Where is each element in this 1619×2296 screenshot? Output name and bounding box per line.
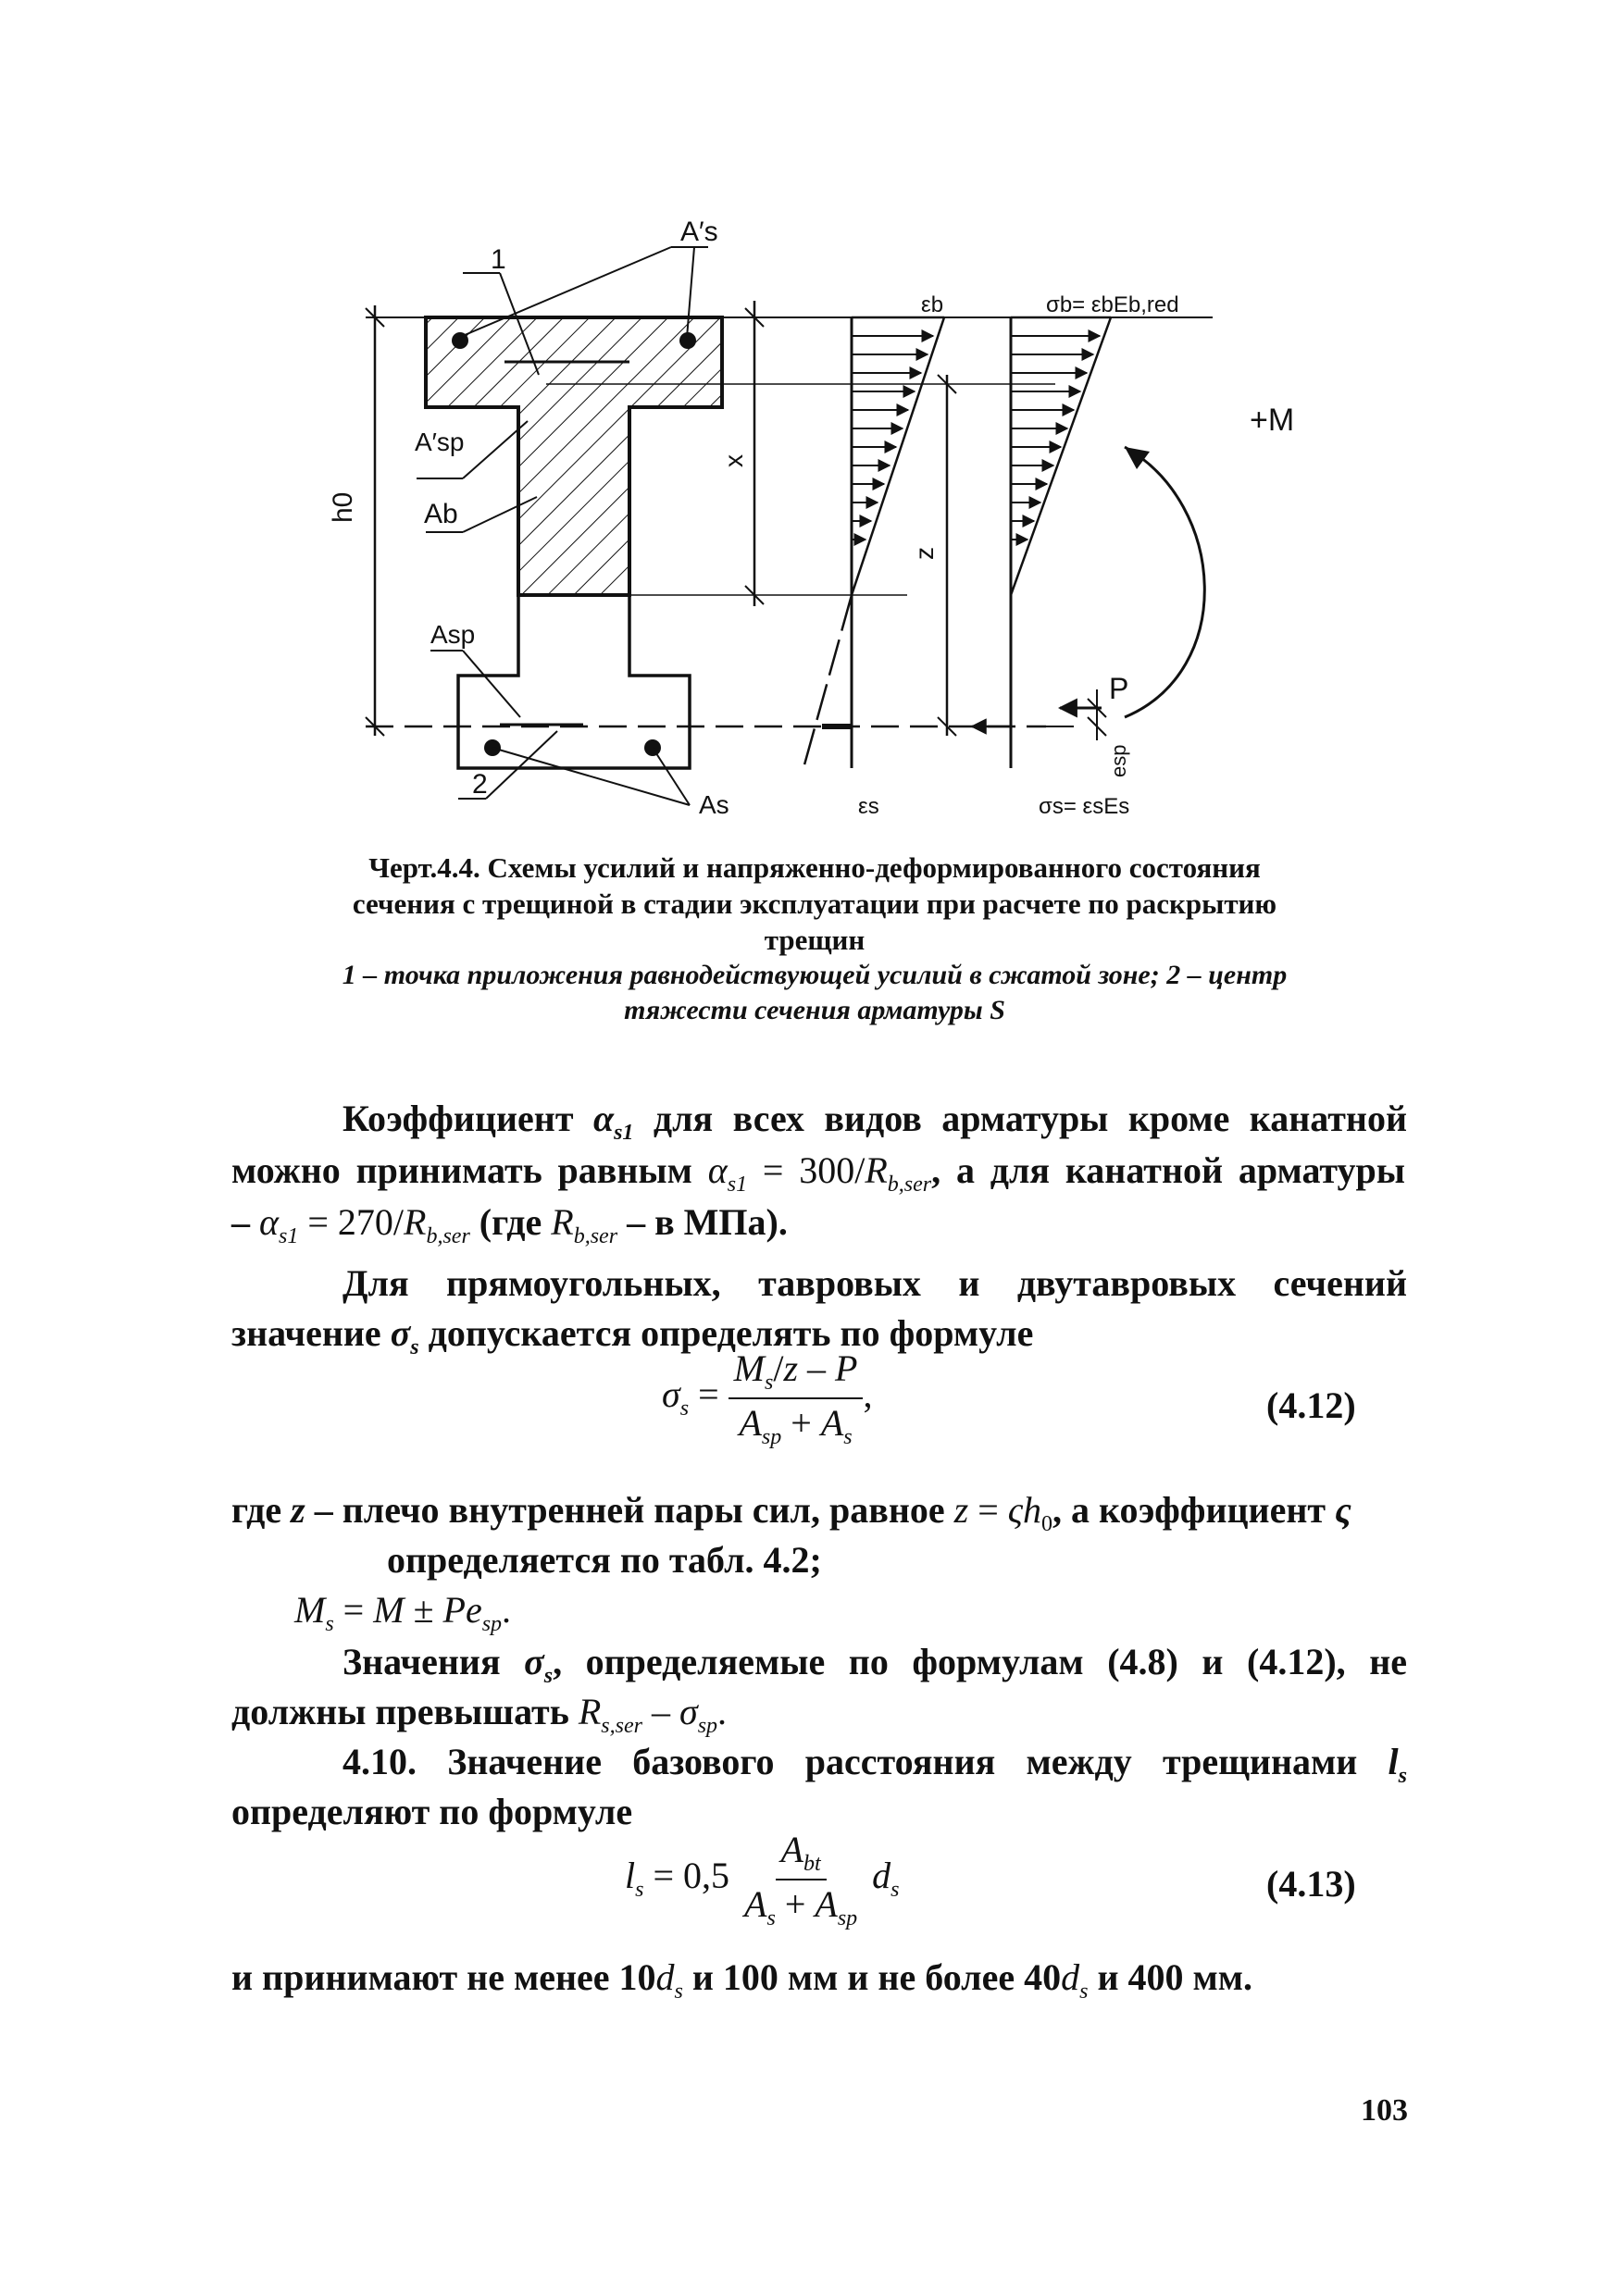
caption-title-line1: Черт.4.4. Схемы усилий и напряженно-деформированного состояния bbox=[368, 851, 1261, 884]
paragraph-rect bbox=[342, 1259, 1407, 1309]
formula-4-13: $l_s = 0,5$ $\frac{A_{bt}}{A_s + A_{sp}}$ $d_s$ bbox=[625, 1829, 900, 1930]
text-table-ref: определяется по табл. 4.2; bbox=[387, 1539, 822, 1581]
equation-number-4-13: (4.13) bbox=[1266, 1863, 1356, 1905]
label-a-sp: Asp bbox=[430, 620, 476, 649]
label-sigma-b: σb= εbEb,red bbox=[1046, 292, 1179, 317]
text-for-sections: Для прямоугольных, тавровых и двутавровых сечений bbox=[342, 1262, 1407, 1304]
label-plus-m: +M bbox=[1250, 403, 1295, 438]
text-can-take: можно принимать равным bbox=[231, 1149, 692, 1191]
label-eps-s: εs bbox=[858, 794, 879, 819]
paragraph-where-z: где z – плечо внутренней пары сил, равное $z = \varsigma h_0$, а коэффициент ς bbox=[231, 1489, 1351, 1536]
text-determined: определяют по формуле bbox=[231, 1791, 633, 1832]
paragraph-exceed: должны превышать $R_{s,ser} - \sigma_{sp}$. bbox=[231, 1691, 728, 1738]
formula-4-12: $\sigma_s$ = $\frac{M_s/z - P}{A_{sp} + A_s}$ , bbox=[662, 1347, 873, 1449]
text-mpa: – в МПа). bbox=[627, 1201, 788, 1243]
text-and-400: и 400 мм. bbox=[1097, 1956, 1253, 1998]
paragraph-coef-1: Коэффициент $\alpha_{s1}$ для всех видов арматуры кроме канатной bbox=[342, 1098, 1408, 1145]
paragraph-value: значение $\sigma_s$ допускается определять по формуле bbox=[231, 1312, 1034, 1359]
moment-arrow bbox=[1125, 447, 1204, 717]
label-z: z bbox=[910, 547, 939, 560]
paragraph-coef-3: – $\alpha_{s1} = 270/R_{b,ser}$ (где $R_{b,ser}$ – в МПа). bbox=[231, 1201, 788, 1248]
text-by-formulas: , определяемые по формулам (4.8) и (4.12), не bbox=[553, 1641, 1407, 1682]
text-and-100: и 100 мм и не более 40 bbox=[691, 1956, 1062, 1998]
figure-caption bbox=[222, 850, 1407, 1028]
text-where: (где bbox=[479, 1201, 542, 1243]
text-value: значение bbox=[231, 1312, 381, 1354]
text-and-coef: , а коэффициент bbox=[1052, 1489, 1326, 1531]
label-a-sp-prime: A′sp bbox=[415, 428, 465, 456]
text-coef: Коэффициент bbox=[342, 1098, 574, 1139]
label-x: x bbox=[719, 454, 748, 467]
compressed-zone-hatch bbox=[426, 317, 722, 595]
text-base-distance: 4.10. Значение базового расстояния между трещинами bbox=[342, 1741, 1358, 1782]
text-allowed: допускается определять по формуле bbox=[428, 1312, 1034, 1354]
label-a-b: Ab bbox=[424, 499, 458, 529]
label-point-1: 1 bbox=[491, 244, 506, 275]
text-for-all: для всех видов арматуры кроме канатной bbox=[653, 1098, 1408, 1139]
label-h0: h0 bbox=[328, 491, 358, 523]
paragraph-table-ref bbox=[387, 1535, 822, 1585]
caption-legend-line1: 1 – точка приложения равнодействующей усилий в сжатой зоне; 2 – центр bbox=[342, 960, 1288, 990]
label-p: P bbox=[1109, 672, 1129, 705]
page-number: 103 bbox=[1361, 2093, 1408, 2128]
text-arm: – плечо внутренней пары сил, равное bbox=[314, 1489, 945, 1531]
paragraph-values: Значения $\sigma_s$, определяемые по формулам (4.8) и (4.12), не bbox=[342, 1641, 1407, 1688]
label-point-2: 2 bbox=[472, 769, 488, 800]
text-where-z: где bbox=[231, 1489, 282, 1531]
paragraph-determined bbox=[231, 1787, 632, 1837]
stress-strain-diagram bbox=[315, 199, 1314, 828]
label-sigma-s: σs= εsEs bbox=[1039, 794, 1130, 819]
text-not-less: и принимают не менее 10 bbox=[231, 1956, 656, 1998]
strain-diagram bbox=[803, 317, 944, 768]
text-dash: – bbox=[231, 1201, 250, 1243]
caption-title-line2: сечения с трещиной в стадии эксплуатации при расчете по раскрытию bbox=[352, 887, 1277, 920]
coef-value: 0,5 bbox=[683, 1855, 730, 1897]
text-must-not-exceed: должны превышать bbox=[231, 1691, 569, 1732]
paragraph-limits: и принимают не менее $10d_s$ и 100 мм и не более $40d_s$ и 400 мм. bbox=[231, 1956, 1253, 2004]
equation-number-4-12: (4.12) bbox=[1266, 1384, 1356, 1426]
label-eps-b: εb bbox=[921, 292, 944, 317]
caption-legend-line2: тяжести сечения арматуры S bbox=[624, 995, 1005, 1025]
label-a-s-prime: A′s bbox=[680, 217, 718, 247]
paragraph-coef-2: можно принимать равным $\alpha_{s1} = 300/R_{b,ser}$, а для канатной арматуры bbox=[231, 1149, 1406, 1197]
label-e-sp: esp bbox=[1107, 744, 1130, 777]
caption-title-line3: трещин bbox=[764, 924, 866, 956]
paragraph-4-10: 4.10. Значение базового расстояния между трещинами $l_s$ bbox=[342, 1741, 1408, 1788]
text-values: Значения bbox=[342, 1641, 501, 1682]
label-a-s: As bbox=[699, 790, 729, 819]
formula-ms: $M_s = M \pm Pe_{sp}$. bbox=[294, 1589, 512, 1636]
text-for-rope: , а для канатной арматуры bbox=[931, 1149, 1406, 1191]
